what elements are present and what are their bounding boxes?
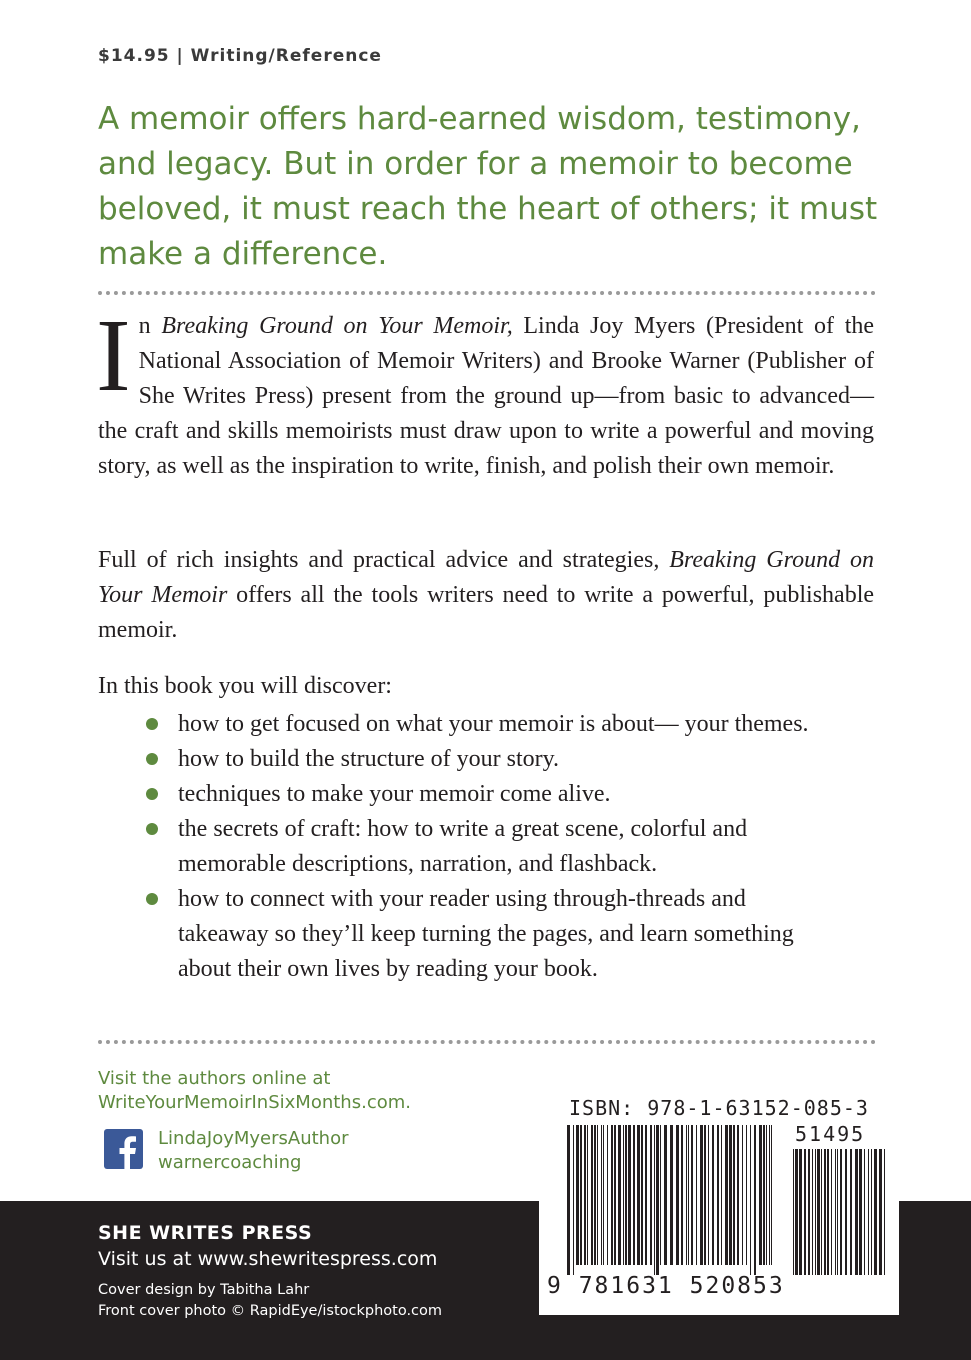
cover-photo-credit: Front cover photo © RapidEye/istockphoto.com — [98, 1303, 443, 1319]
bullet-icon — [146, 823, 158, 835]
barcode-bar — [837, 1149, 838, 1275]
barcode-bar — [884, 1149, 885, 1275]
barcode-bar — [580, 1125, 582, 1265]
barcode-bar — [868, 1149, 869, 1275]
barcode-bar — [721, 1125, 722, 1265]
barcode-bar — [712, 1125, 714, 1265]
list-item-text: techniques to make your memoir come alive. — [178, 781, 611, 807]
barcode-bar — [704, 1125, 706, 1265]
cover-design-credit: Cover design by Tabitha Lahr — [98, 1282, 310, 1298]
list-item — [146, 777, 826, 812]
barcode-bar — [623, 1125, 624, 1265]
intro-paragraph — [96, 298, 875, 484]
list-item — [146, 742, 826, 777]
barcode-bar — [815, 1149, 816, 1275]
barcode-bar — [746, 1125, 747, 1265]
barcode-bar — [827, 1149, 829, 1275]
barcode-bar — [845, 1149, 847, 1275]
barcode-bar — [591, 1125, 593, 1265]
price-category-line — [98, 46, 382, 66]
barcode-bar — [725, 1125, 728, 1265]
barcode-bar — [656, 1125, 659, 1275]
authors-online-label: Visit the authors online at — [98, 1068, 331, 1089]
barcode-bar — [742, 1125, 743, 1265]
facebook-handles — [158, 1127, 349, 1175]
publisher-info — [98, 1220, 442, 1322]
tagline: A memoir offers hard-earned wisdom, testimony, and legacy. But in order for a memoir to become beloved, it must reach the heart of others; it must make a difference. — [98, 101, 878, 272]
barcode-bar — [793, 1149, 794, 1275]
barcode-bar — [766, 1125, 767, 1265]
list-item-text: how to get focused on what your memoir is about— your themes. — [178, 711, 809, 737]
list-item — [146, 707, 826, 742]
facebook-handle-myers[interactable]: LindaJoyMyersAuthor — [158, 1128, 349, 1149]
barcode-bar — [729, 1125, 732, 1265]
barcode-bar — [859, 1149, 862, 1275]
barcode-bar — [597, 1125, 598, 1265]
barcode-bar — [759, 1125, 762, 1265]
barcode-bar — [691, 1125, 693, 1265]
list-item-text: how to connect with your reader using through-threads and takeaway so they’ll keep turning the pages, and learn something about their own lives by reading your book. — [178, 886, 794, 982]
barcode-bar — [603, 1125, 604, 1265]
barcode-bar — [611, 1125, 613, 1265]
barcode-bar — [576, 1125, 579, 1265]
separator: | — [176, 46, 184, 66]
barcode-bar — [676, 1125, 679, 1265]
barcode-bar — [840, 1149, 842, 1275]
drop-cap: I — [96, 298, 131, 413]
barcode-bar — [850, 1149, 852, 1275]
barcode-bar — [650, 1125, 652, 1265]
barcode-bar — [686, 1125, 687, 1265]
barcode-bar — [637, 1125, 640, 1265]
barcode-bar — [628, 1125, 631, 1265]
intro-rest: Linda Joy Myers (President of the National Association of Memoir Writers) and Brooke Warner (Publisher of She Writes Press) present from the ground up—from basic to advanced—the craft and skills memoirists must draw upon to write a powerful and moving story, as well as the inspiration to write, finish, and polish their own memoir. — [98, 313, 875, 479]
barcode-bar — [795, 1149, 798, 1275]
barcode-bar — [871, 1149, 872, 1275]
discover-intro: In this book you will discover: — [98, 673, 392, 699]
price: $14.95 — [98, 46, 170, 66]
barcode-bar — [821, 1149, 822, 1275]
barcode-bar — [660, 1125, 661, 1265]
facebook-handle-warner[interactable]: warnercoaching — [158, 1152, 302, 1173]
book-title-2: Breaking Ground on Your Memoir — [98, 547, 874, 608]
barcode-bar — [594, 1125, 596, 1265]
bullet-icon — [146, 788, 158, 800]
barcode-bar — [664, 1125, 667, 1265]
category: Writing/Reference — [190, 46, 382, 66]
barcode-bar — [763, 1125, 765, 1265]
barcode-bar — [614, 1125, 616, 1265]
barcode-bar — [688, 1125, 689, 1265]
barcode-bar — [864, 1149, 865, 1275]
second-paragraph — [98, 543, 874, 648]
barcode-bar — [681, 1125, 683, 1265]
book-title: Breaking Ground on Your Memoir, — [161, 313, 513, 339]
barcode-bar — [607, 1125, 608, 1265]
barcode-bar — [799, 1149, 802, 1275]
barcode-bar — [733, 1125, 735, 1265]
barcode-bar — [645, 1125, 647, 1265]
facebook-icon — [104, 1129, 143, 1169]
barcode-bar — [771, 1125, 772, 1265]
para2-after: offers all the tools writers need to write a powerful, publishable memoir. — [98, 582, 875, 643]
authors-online — [98, 1067, 411, 1115]
price-addon-barcode-icon — [793, 1149, 889, 1275]
isbn-label: ISBN: 978-1-63152-085-3 — [569, 1096, 869, 1120]
discover-list — [146, 707, 826, 987]
barcode-bar — [670, 1125, 673, 1265]
barcode-bar — [874, 1149, 877, 1275]
barcode-bar — [717, 1125, 719, 1265]
barcode-bar — [641, 1125, 643, 1265]
barcode-bar — [708, 1125, 709, 1265]
barcode-bar — [567, 1125, 570, 1275]
barcode-bar — [700, 1125, 703, 1265]
barcode-bar — [633, 1125, 635, 1265]
barcode-bar — [831, 1149, 832, 1275]
barcode-bar — [750, 1125, 751, 1275]
price-code: 51495 — [795, 1122, 866, 1146]
bullet-icon — [146, 753, 158, 765]
barcode-bar — [654, 1125, 655, 1275]
barcode-bar — [587, 1125, 588, 1265]
barcode-bar — [618, 1125, 621, 1265]
publisher-name: SHE WRITES PRESS — [98, 1222, 313, 1244]
barcode-bar — [737, 1125, 739, 1265]
barcode-bar — [625, 1125, 627, 1265]
barcode-bar — [601, 1125, 602, 1265]
barcode-bar — [824, 1149, 826, 1275]
list-item — [146, 812, 826, 882]
ean-barcode-icon — [567, 1125, 777, 1275]
barcode-bar — [835, 1149, 836, 1275]
barcode-bar — [855, 1149, 858, 1275]
publisher-website[interactable]: Visit us at www.shewritespress.com — [98, 1248, 438, 1270]
barcode-bar — [769, 1125, 770, 1265]
para2-before: Full of rich insights and practical advice and strategies, — [98, 547, 670, 573]
list-item-text: the secrets of craft: how to write a great scene, colorful and memorable descriptions, narration, and flashback. — [178, 816, 748, 877]
barcode-bar — [804, 1149, 806, 1275]
barcode-bar — [817, 1149, 820, 1275]
barcode-bar — [573, 1125, 574, 1275]
bullet-icon — [146, 893, 158, 905]
barcode-bar — [754, 1125, 756, 1275]
list-item-text: how to build the structure of your story. — [178, 746, 560, 772]
ean-number: 9 781631 520853 — [547, 1273, 785, 1299]
list-item — [146, 882, 826, 987]
bullet-icon — [146, 718, 158, 730]
authors-website-link[interactable]: WriteYourMemoirInSixMonths.com. — [98, 1092, 411, 1113]
intro-lead: n — [138, 313, 162, 339]
barcode-bar — [696, 1125, 697, 1265]
barcode-bar — [879, 1149, 882, 1275]
dotted-divider-bottom — [98, 1040, 876, 1044]
dotted-divider-top — [98, 291, 876, 295]
barcode-panel — [539, 1089, 899, 1315]
barcode-bar — [584, 1125, 586, 1265]
barcode-bar — [808, 1149, 810, 1275]
barcode-bar — [812, 1149, 813, 1275]
